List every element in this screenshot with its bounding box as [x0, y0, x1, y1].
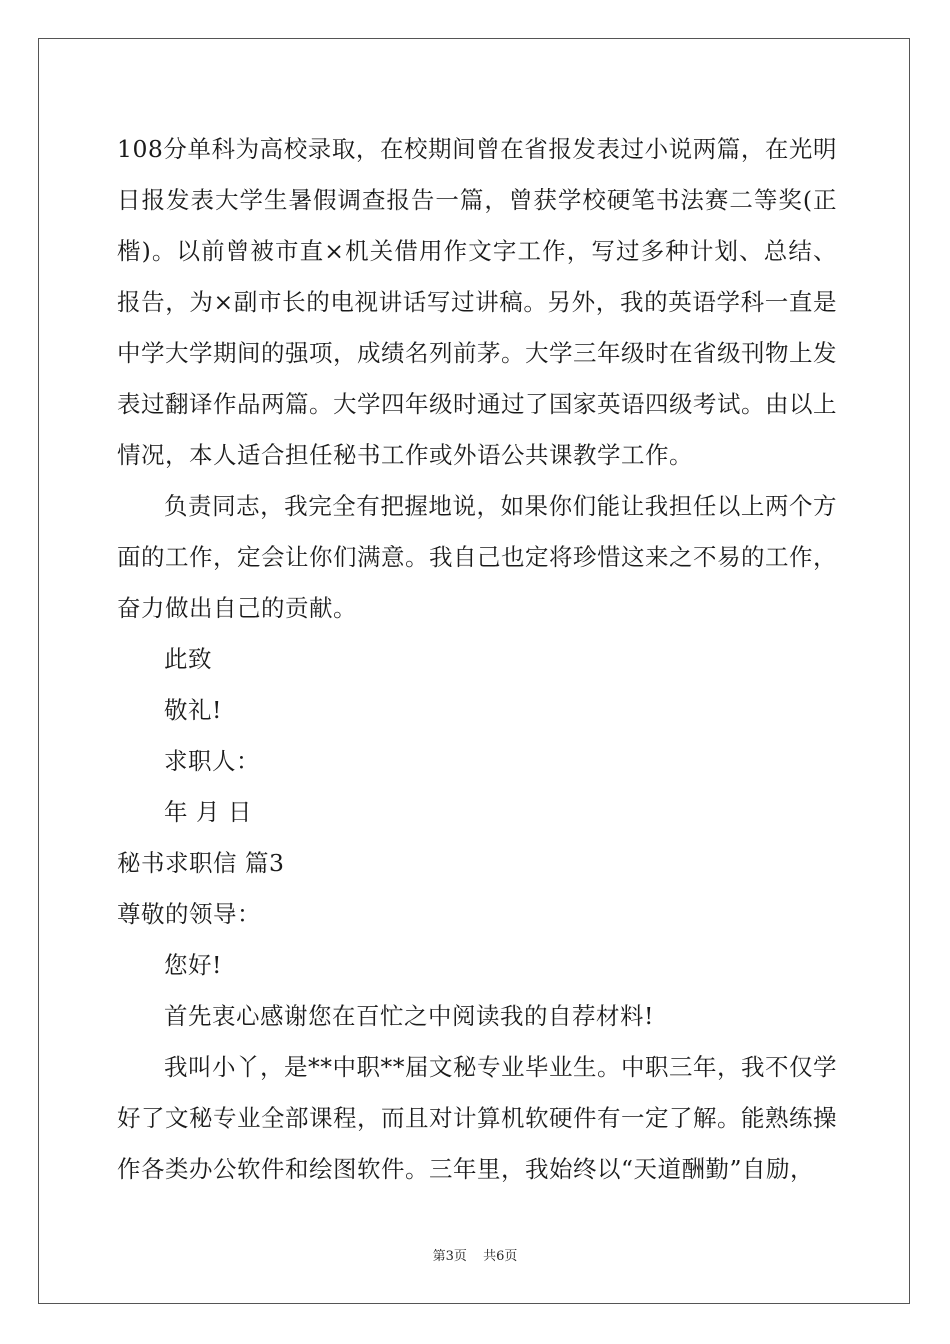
- closing-salutation: 此致: [164, 645, 212, 673]
- closing-regards: 敬礼!: [164, 696, 222, 724]
- section-title: 秘书求职信 篇3: [117, 849, 285, 877]
- date-line: 年 月 日: [164, 798, 252, 826]
- letter-greeting: 尊敬的领导：: [117, 900, 261, 928]
- page-total: 共6页: [483, 1249, 518, 1264]
- letter-hello: 您好!: [164, 951, 222, 979]
- paragraph-commitment: 负责同志，我完全有把握地说，如果你们能让我担任以上两个方面的工作，定会让你们满意。我自己也定将珍惜这来之不易的工作，奋力做出自己的贡献。: [117, 492, 837, 622]
- paragraph-qualifications: 108分单科为高校录取，在校期间曾在省报发表过小说两篇，在光明日报发表大学生暑假调查报告一篇，曾获学校硬笔书法赛二等奖(正楷)。以前曾被市直×机关借用作文字工作，写过多种计划、总结、报告，为×副市长的电视讲话写过讲稿。另外，我的英语学科一直是中学大学期间的强项，成绩名列前茅。大学三年级时在省级刊物上发表过翻译作品两篇。大学四年级时通过了国家英语四级考试。由以上情况，本人适合担任秘书工作或外语公共课教学工作。: [117, 135, 837, 469]
- paragraph-introduction: 我叫小丫，是**中职**届文秘专业毕业生。中职三年，我不仅学好了文秘专业全部课程，而且对计算机软硬件有一定了解。能熟练操作各类办公软件和绘图软件。三年里，我始终以“天道酬勤”自励，: [117, 1053, 837, 1183]
- applicant-signature-line: 求职人：: [164, 747, 260, 775]
- document-body: [117, 124, 837, 1195]
- page-footer: [0, 1245, 950, 1264]
- page-number: 第3页: [432, 1249, 467, 1264]
- paragraph-thanks: 首先衷心感谢您在百忙之中阅读我的自荐材料!: [164, 1002, 654, 1030]
